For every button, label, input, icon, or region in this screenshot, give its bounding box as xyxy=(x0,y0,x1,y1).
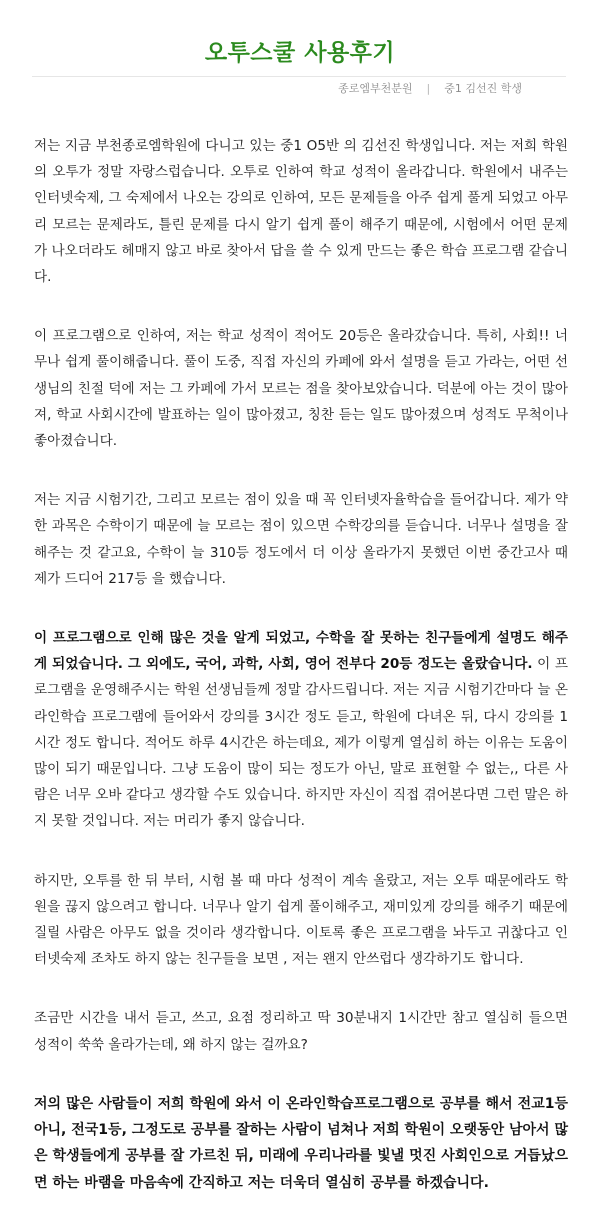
paragraph-7: 저의 많은 사람들이 저희 학원에 와서 이 온라인학습프로그램으로 공부를 해서 전교1등 아니, 전국1등, 그정도로 공부를 잘하는 사람이 넘쳐나 저희 학원이 오랫동안 남아서 많은 학생들에게 공부를 잘 가르친 뒤, 미래에 우리나라를 빛낼 멋진 사회인으로 거듭났으면 하는 바램을 마음속에 간직하고 저는 더욱더 열심히 공부를 하겠습니다. xyxy=(34,1095,568,1191)
paragraph-1: 저는 지금 부천종로엠학원에 다니고 있는 중1 O5반 의 김선진 학생입니다. 저는 저희 학원의 오투가 정말 자랑스럽습니다. 오투로 인하여 학교 성적이 올라갑니다. 학원에서 내주는 인터넷숙제, 그 숙제에서 나오는 강의로 인하여, 모든 문제들을 아주 쉽게 풀게 되었고 아무리 모르는 문제라도, 틀린 문제를 다시 알기 쉽게 풀이 해주기 때문에, 시험에서 어떤 문제가 나오더라도 헤매지 않고 바로 찾아서 답을 쓸 수 있게 만드는 좋은 학습 프로그램 같습니다. xyxy=(34,138,568,286)
paragraph-3: 저는 지금 시험기간, 그리고 모르는 점이 있을 때 꼭 인터넷자율학습을 들어갑니다. 제가 약한 과목은 수학이기 때문에 늘 모르는 점이 있으면 수학강의를 듣습니다. 너무나 설명을 잘해주는 것 같고요, 수학이 늘 310등 정도에서 더 이상 올라가지 못했던 이번 중간고사 때 제가 드디어 217등 을 했습니다. xyxy=(34,492,568,587)
paragraph-5: 하지만, 오투를 한 뒤 부터, 시험 볼 때 마다 성적이 계속 올랐고, 저는 오투 때문에라도 학원을 끊지 않으려고 합니다. 너무나 알기 쉽게 풀이해주고, 재미있게 강의를 해주기 때문에 질릴 사람은 아무도 없을 것이라 생각합니다. 이토록 좋은 프로그램을 놔두고 귀찮다고 인터넷숙제 조차도 하지 않는 친구들을 보면 , 저는 왠지 안쓰럽다 생각하기도 합니다. xyxy=(34,872,568,968)
title-divider xyxy=(32,76,566,77)
paragraph-4-highlight: 이 프로그램으로 인해 많은 것을 알게 되었고, 수학을 잘 못하는 친구들에게 설명도 해주게 되었습니다. 그 외에도, 국어, 과학, 사회, 영어 전부다 20등 정도는 올랐습니다. xyxy=(34,630,568,673)
paragraph-6: 조금만 시간을 내서 듣고, 쓰고, 요점 정리하고 딱 30분내지 1시간만 참고 열심히 들으면 성적이 쑥쑥 올라가는데, 왜 하지 않는 걸까요? xyxy=(34,1010,568,1053)
author-meta xyxy=(338,80,522,96)
paragraph-4 xyxy=(34,625,568,835)
author-name: 중1 김선진 학생 xyxy=(444,82,522,95)
paragraph-2: 이 프로그램으로 인하여, 저는 학교 성적이 적어도 20등은 올라갔습니다. 특히, 사회!! 너무나 쉽게 풀이해줍니다. 풀이 도중, 직접 자신의 카페에 와서 설명을 듣고 가라는, 어떤 선생님의 친절 덕에 저는 그 카페에 가서 모르는 점을 찾아보았습니다. 덕분에 아는 것이 많아져, 학교 사회시간에 발표하는 일이 많아졌고, 칭찬 듣는 일도 많아졌으며 성적도 무척이나 좋아졌습니다. xyxy=(34,328,568,450)
review-body xyxy=(34,133,568,1229)
meta-separator: | xyxy=(426,82,431,95)
branch-name: 종로엠부천분원 xyxy=(338,82,413,95)
page-title: 오투스쿨 사용후기 xyxy=(204,40,396,66)
paragraph-4-rest: 이 프로그램을 운영해주시는 학원 선생님들께 정말 감사드립니다. 저는 지금 시험기간마다 늘 온라인학습 프로그램에 들어와서 강의를 3시간 정도 듣고, 학원에 다녀온 뒤, 다시 강의를 1시간 정도 합니다. 적어도 하루 4시간은 하는데요, 제가 이렇게 열심히 하는 이유는 도움이 많이 되기 때문입니다. 그냥 도움이 많이 되는 정도가 아닌, 말로 표현할 수 없는,, 다른 사람은 너무 오바 같다고 생각할 수도 있습니다. 하지만 자신이 직접 겪어본다면 그런 말은 하지 못할 것입니다. 저는 머리가 좋지 않습니다. xyxy=(34,656,569,830)
